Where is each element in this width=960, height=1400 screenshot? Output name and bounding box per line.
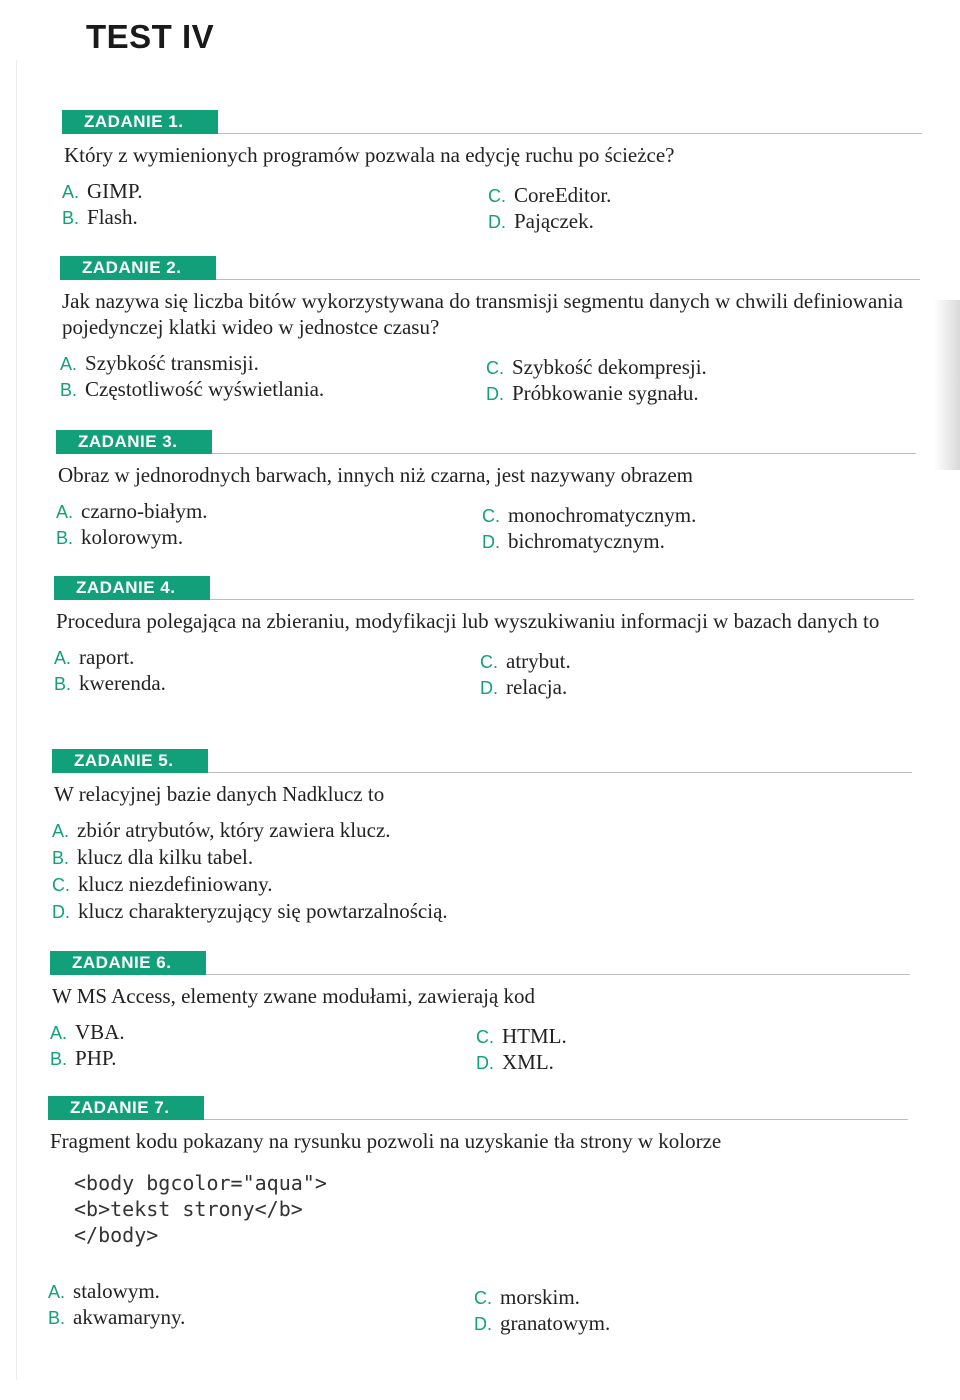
- answer-text: klucz dla kilku tabel.: [77, 845, 254, 869]
- task-divider: [208, 772, 912, 773]
- task-label: ZADANIE 3.: [56, 430, 212, 454]
- answer-list: [56, 498, 916, 552]
- answer-d[interactable]: [482, 528, 665, 555]
- answer-letter: C.: [480, 652, 498, 672]
- answer-letter: D.: [480, 678, 498, 698]
- task-4: [54, 576, 914, 698]
- answer-a[interactable]: [56, 498, 208, 525]
- answer-b[interactable]: [54, 670, 166, 697]
- answer-letter: C.: [474, 1288, 492, 1308]
- answer-d[interactable]: [480, 674, 567, 701]
- answer-letter: C.: [52, 875, 70, 895]
- answer-a[interactable]: [60, 350, 259, 377]
- task-divider: [216, 279, 920, 280]
- task-2: [60, 256, 920, 404]
- answer-text: czarno-białym.: [81, 499, 208, 523]
- answer-d[interactable]: [476, 1049, 554, 1076]
- task-header: [56, 430, 916, 456]
- answer-c[interactable]: [474, 1284, 580, 1311]
- answer-c[interactable]: [476, 1023, 567, 1050]
- task-divider: [210, 599, 914, 600]
- answer-b[interactable]: [56, 524, 183, 551]
- page-title: TEST IV: [86, 18, 215, 55]
- answer-text: granatowym.: [500, 1311, 611, 1335]
- scan-shadow: [934, 300, 960, 470]
- answer-b[interactable]: [60, 376, 324, 403]
- task-label: ZADANIE 7.: [48, 1096, 204, 1120]
- answer-text: klucz niezdefiniowany.: [78, 872, 273, 896]
- answer-text: monochromatycznym.: [508, 503, 697, 527]
- answer-letter: D.: [488, 212, 506, 232]
- answer-text: Szybkość transmisji.: [85, 351, 259, 375]
- answer-text: stalowym.: [73, 1279, 160, 1303]
- answer-a[interactable]: [52, 817, 912, 844]
- task-6: [50, 951, 910, 1073]
- answer-c[interactable]: [482, 502, 696, 529]
- task-divider: [204, 1119, 908, 1120]
- answer-text: GIMP.: [87, 179, 143, 203]
- answer-d[interactable]: [486, 380, 699, 407]
- answer-list: [54, 644, 914, 698]
- answer-text: raport.: [79, 645, 135, 669]
- task-label: ZADANIE 2.: [60, 256, 216, 280]
- question-text: Fragment kodu pokazany na rysunku pozwoli na uzyskanie tła strony w kolorze: [50, 1129, 722, 1153]
- question-text: Obraz w jednorodnych barwach, innych niż czarna, jest nazywany obrazem: [58, 463, 693, 487]
- answer-b[interactable]: [50, 1045, 116, 1072]
- task-3: [56, 430, 916, 552]
- question-text: W relacyjnej bazie danych Nadklucz to: [54, 782, 385, 806]
- code-line: <body bgcolor="aqua">: [74, 1171, 327, 1195]
- answer-letter: A.: [54, 648, 72, 668]
- answer-text: atrybut.: [506, 649, 571, 673]
- answer-d[interactable]: [488, 208, 594, 235]
- answer-letter: B.: [52, 848, 70, 868]
- answer-letter: D.: [52, 902, 70, 922]
- answer-letter: B.: [48, 1308, 66, 1328]
- answer-letter: B.: [62, 208, 80, 228]
- answer-letter: A.: [50, 1023, 68, 1043]
- task-header: [52, 749, 912, 775]
- answer-letter: D.: [482, 532, 500, 552]
- question-text: W MS Access, elementy zwane modułami, zawierają kod: [52, 984, 536, 1008]
- answer-text: HTML.: [502, 1024, 567, 1048]
- answer-text: Częstotliwość wyświetlania.: [85, 377, 325, 401]
- answer-list: [62, 178, 922, 232]
- answer-c[interactable]: [486, 354, 707, 381]
- task-7: [48, 1096, 908, 1335]
- answer-text: kwerenda.: [79, 671, 166, 695]
- answer-letter: C.: [482, 506, 500, 526]
- answer-b[interactable]: [62, 204, 138, 231]
- task-header: [62, 110, 922, 136]
- answer-text: klucz charakteryzujący się powtarzalnością.: [78, 899, 448, 923]
- answer-d[interactable]: [52, 898, 912, 925]
- answer-letter: D.: [474, 1314, 492, 1334]
- answer-letter: C.: [476, 1027, 494, 1047]
- answer-letter: D.: [486, 384, 504, 404]
- answer-letter: C.: [488, 186, 506, 206]
- task-divider: [206, 974, 910, 975]
- answer-text: kolorowym.: [81, 525, 184, 549]
- answer-list: [50, 1019, 910, 1073]
- answer-d[interactable]: [474, 1310, 610, 1337]
- answer-c[interactable]: [488, 182, 611, 209]
- answer-text: bichromatycznym.: [508, 529, 665, 553]
- answer-text: CoreEditor.: [514, 183, 612, 207]
- answer-text: akwamaryny.: [73, 1305, 186, 1329]
- task-header: [60, 256, 920, 282]
- task-1: [62, 110, 922, 232]
- task-label: ZADANIE 5.: [52, 749, 208, 773]
- answer-text: XML.: [502, 1050, 554, 1074]
- code-line: <b>tekst strony</b>: [74, 1197, 303, 1221]
- answer-letter: D.: [476, 1053, 494, 1073]
- answer-a[interactable]: [50, 1019, 125, 1046]
- answer-letter: B.: [60, 380, 78, 400]
- code-line: </body>: [74, 1223, 159, 1247]
- task-label: ZADANIE 1.: [62, 110, 218, 134]
- task-label: ZADANIE 6.: [50, 951, 206, 975]
- answer-text: morskim.: [500, 1285, 580, 1309]
- task-header: [50, 951, 910, 977]
- answer-text: VBA.: [75, 1020, 125, 1044]
- task-divider: [212, 453, 916, 454]
- answer-letter: A.: [48, 1282, 66, 1302]
- answer-text: PHP.: [75, 1046, 117, 1070]
- answer-c[interactable]: [480, 648, 571, 675]
- answer-a[interactable]: [62, 178, 142, 205]
- question-text: Jak nazywa się liczba bitów wykorzystywana do transmisji segmentu danych w chwili definiowania pojedynczej klatki wideo w jednostce czasu?: [62, 289, 903, 339]
- answer-b[interactable]: [48, 1304, 185, 1331]
- task-divider: [218, 133, 922, 134]
- answer-list: [48, 1278, 908, 1335]
- answer-letter: B.: [50, 1049, 68, 1069]
- question-text: Procedura polegająca na zbieraniu, modyfikacji lub wyszukiwaniu informacji w bazach danych to: [56, 609, 880, 633]
- answer-list: [52, 817, 912, 925]
- answer-text: zbiór atrybutów, który zawiera klucz.: [77, 818, 391, 842]
- answer-a[interactable]: [48, 1278, 160, 1305]
- answer-letter: A.: [52, 821, 70, 841]
- answer-text: Szybkość dekompresji.: [512, 355, 707, 379]
- answer-letter: A.: [62, 182, 80, 202]
- answer-list: [60, 350, 920, 404]
- answer-a[interactable]: [54, 644, 134, 671]
- task-5: [52, 749, 912, 925]
- answer-letter: C.: [486, 358, 504, 378]
- code-snippet: [74, 1170, 908, 1248]
- question-text: Który z wymienionych programów pozwala na edycję ruchu po ścieżce?: [64, 143, 675, 167]
- task-header: [54, 576, 914, 602]
- answer-text: Próbkowanie sygnału.: [512, 381, 699, 405]
- answer-text: Pajączek.: [514, 209, 594, 233]
- answer-letter: B.: [56, 528, 74, 548]
- answer-text: Flash.: [87, 205, 138, 229]
- answer-text: relacja.: [506, 675, 568, 699]
- task-label: ZADANIE 4.: [54, 576, 210, 600]
- answer-letter: A.: [56, 502, 74, 522]
- answer-letter: A.: [60, 354, 78, 374]
- answer-b[interactable]: [52, 844, 912, 871]
- task-header: [48, 1096, 908, 1122]
- answer-c[interactable]: [52, 871, 912, 898]
- answer-letter: B.: [54, 674, 72, 694]
- page-edge-line: [16, 60, 17, 1380]
